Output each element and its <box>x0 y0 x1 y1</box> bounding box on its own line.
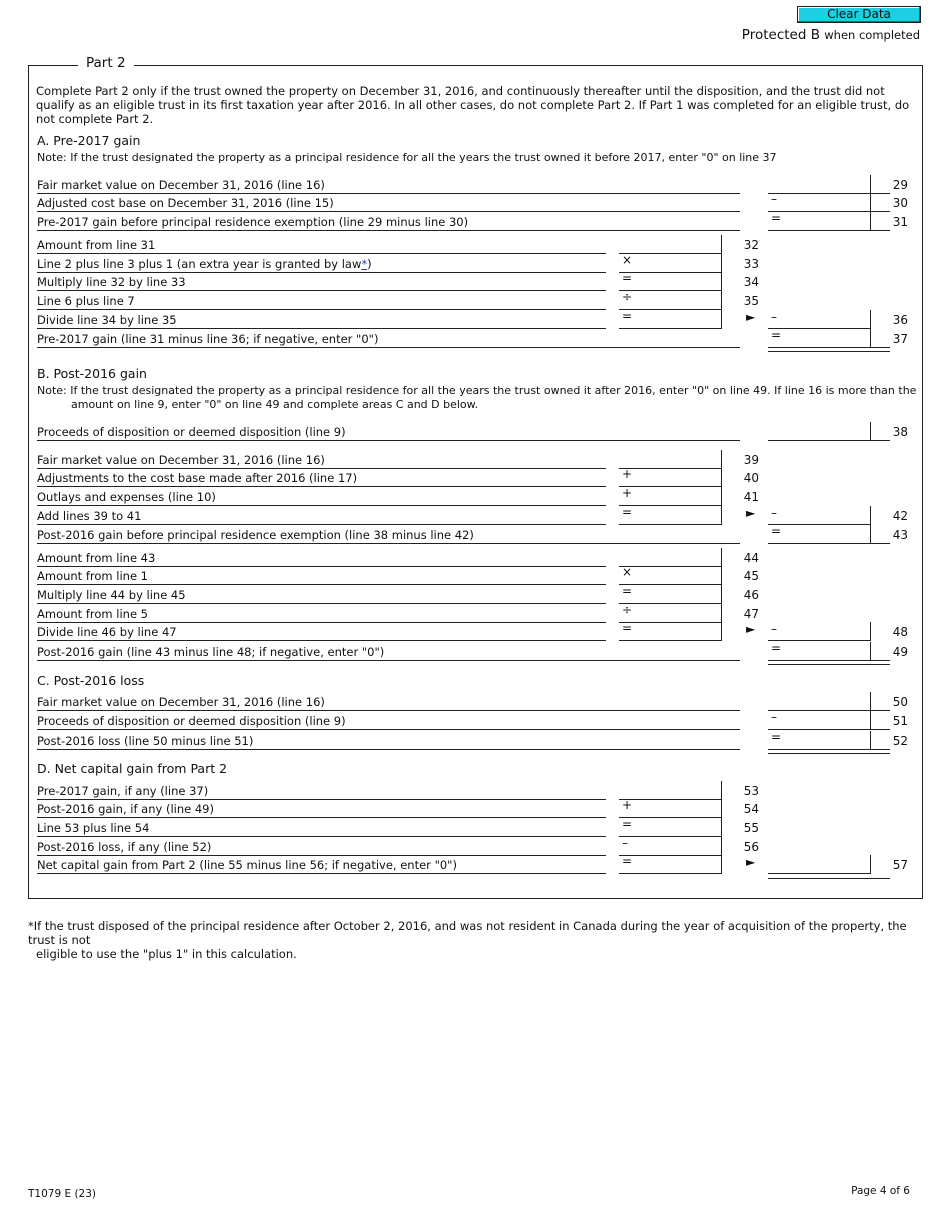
line-52-label: Post-2016 loss (line 50 minus line 51) <box>37 734 254 748</box>
line-50-result-divider <box>870 692 871 711</box>
line-48-label: Divide line 46 by line 47 <box>37 625 177 639</box>
line-46-number: 46 <box>743 588 759 602</box>
line-55-amount-input[interactable] <box>619 818 721 836</box>
line-37-result-divider <box>870 329 871 348</box>
line-42-input-underline <box>619 524 721 525</box>
line-54-amount-input[interactable] <box>619 799 721 817</box>
line-38-label-underline <box>37 440 740 441</box>
line-53-number: 53 <box>743 784 759 798</box>
line-40-operator: + <box>622 467 633 481</box>
line-37-operator: = <box>771 328 782 342</box>
line-32-number: 32 <box>743 238 759 252</box>
section-c-title: C. Post-2016 loss <box>37 673 145 688</box>
line-37-label: Pre-2017 gain (line 31 minus line 36; if negative, enter "0") <box>37 332 379 346</box>
line-47-label-underline <box>37 622 606 623</box>
line-43-result-underline <box>768 543 890 544</box>
line-40-amount-input[interactable] <box>619 468 721 486</box>
line-40-label: Adjustments to the cost base made after 2016 (line 17) <box>37 471 358 485</box>
section-b-title: B. Post-2016 gain <box>37 366 147 381</box>
footnote-line-1: If the trust disposed of the principal residence after October 2, 2016, and was not resident in Canada during the year of acquisition of the property, the trust is not <box>28 919 907 947</box>
note-line-1: If the trust designated the property as a principal residence for all the years the trust owned it after 2016, enter "0" on line 49. If line 16 is more than the <box>70 384 917 397</box>
line-53-input-divider <box>721 781 722 800</box>
line-48-amount-input[interactable] <box>619 622 721 640</box>
line-35-label: Line 6 plus line 7 <box>37 294 135 308</box>
line-50-result-input[interactable] <box>768 692 870 710</box>
section-a-title: A. Pre-2017 gain <box>37 133 141 148</box>
line-53-label: Pre-2017 gain, if any (line 37) <box>37 784 209 798</box>
line-56-amount-input[interactable] <box>619 837 721 855</box>
line-37-label-underline <box>37 347 740 348</box>
line-34-label-underline <box>37 290 606 291</box>
footnote <box>28 919 923 961</box>
line-52-label-underline <box>37 749 740 750</box>
line-45-operator: × <box>622 565 633 579</box>
line-54-label: Post-2016 gain, if any (line 49) <box>37 802 214 816</box>
line-42-label: Add lines 39 to 41 <box>37 509 142 523</box>
line-36-label: Divide line 34 by line 35 <box>37 313 177 327</box>
line-54-input-divider <box>721 799 722 818</box>
line-51-result-input[interactable] <box>768 711 870 729</box>
line-44-label: Amount from line 43 <box>37 551 156 565</box>
line-35-input-divider <box>721 291 722 310</box>
line-52-result-underline <box>768 749 890 750</box>
line-30-number: 30 <box>892 196 908 210</box>
arrow-icon: ► <box>746 310 756 324</box>
line-42-result-divider <box>870 506 871 525</box>
line-38-result-underline <box>768 440 890 441</box>
line-46-input-divider <box>721 585 722 604</box>
line-49-result-underline <box>768 660 890 661</box>
line-52-operator: = <box>771 730 782 744</box>
line-50-label: Fair market value on December 31, 2016 (line 16) <box>37 695 325 709</box>
line-44-number: 44 <box>743 551 759 565</box>
line-31-result-underline <box>768 230 890 231</box>
line-46-label: Multiply line 44 by line 45 <box>37 588 186 602</box>
line-51-number: 51 <box>892 714 908 728</box>
line-48-input-underline <box>619 640 721 641</box>
intro-text: Complete Part 2 only if the trust owned the property on December 31, 2016, and continuously thereafter until the disposition, and the trust did not qualify as an eligible trust in its first taxation year after 2016. In all other cases, do not complete Part 2. If Part 1 was completed for an eligible trust, do not complete Part 2. <box>36 84 910 126</box>
line-49-label-underline <box>37 660 740 661</box>
line-30-label: Adjusted cost base on December 31, 2016 (line 15) <box>37 196 334 210</box>
line-30-label-underline <box>37 211 740 212</box>
line-47-label: Amount from line 5 <box>37 607 148 621</box>
line-38-number: 38 <box>892 425 908 439</box>
protected-b-label <box>742 27 920 43</box>
line-36-result-operator: – <box>771 310 777 324</box>
line-49-label: Post-2016 gain (line 43 minus line 48; if negative, enter "0") <box>37 645 385 659</box>
line-30-result-divider <box>870 193 871 212</box>
line-39-amount-input[interactable] <box>619 450 721 468</box>
line-36-amount-input[interactable] <box>619 310 721 328</box>
line-47-number: 47 <box>743 607 759 621</box>
line-35-number: 35 <box>743 294 759 308</box>
line-42-result-operator: – <box>771 506 777 520</box>
footnote-line-2: eligible to use the "plus 1" in this calculation. <box>36 947 297 961</box>
form-number: T1079 E (23) <box>28 1188 96 1200</box>
line-45-label-underline <box>37 584 606 585</box>
protected-text: Protected B <box>741 27 820 43</box>
line-31-label: Pre-2017 gain before principal residence exemption (line 29 minus line 30) <box>37 215 469 229</box>
line-43-result-input[interactable] <box>768 525 870 543</box>
line-54-label-underline <box>37 817 606 818</box>
line-57-amount-input[interactable] <box>619 855 721 873</box>
line-48-operator: = <box>622 621 633 635</box>
line-45-input-divider <box>721 566 722 585</box>
line-56-input-divider <box>721 837 722 856</box>
line-48-result-operator: – <box>771 622 777 636</box>
line-29-result-input[interactable] <box>768 175 870 193</box>
line-49-operator: = <box>771 641 782 655</box>
line-47-input-divider <box>721 604 722 623</box>
line-44-amount-input[interactable] <box>619 548 721 566</box>
line-31-number: 31 <box>892 215 908 229</box>
line-40-number: 40 <box>743 471 759 485</box>
line-39-label: Fair market value on December 31, 2016 (line 16) <box>37 453 325 467</box>
line-52-number: 52 <box>892 734 908 748</box>
line-48-label-underline <box>37 640 606 641</box>
line-52-double-underline <box>768 753 890 754</box>
line-39-number: 39 <box>743 453 759 467</box>
clear-data-button[interactable]: Clear Data <box>797 6 921 23</box>
line-52-result-input[interactable] <box>768 731 870 749</box>
section-b-note <box>37 384 917 412</box>
line-51-operator: – <box>771 710 777 724</box>
line-57-input-underline <box>619 873 721 874</box>
line-53-amount-input[interactable] <box>619 781 721 799</box>
section-d-title: D. Net capital gain from Part 2 <box>37 761 228 776</box>
line-32-amount-input[interactable] <box>619 235 721 253</box>
line-32-label: Amount from line 31 <box>37 238 156 252</box>
line-47-operator: ÷ <box>622 603 633 617</box>
section-a-note: Note: If the trust designated the property as a principal residence for all the years the trust owned it before 2017, enter "0" on line 37 <box>37 151 777 164</box>
line-37-result-underline <box>768 347 890 348</box>
line-31-label-underline <box>37 230 740 231</box>
line-31-operator: = <box>771 211 782 225</box>
line-51-label: Proceeds of disposition or deemed disposition (line 9) <box>37 714 346 728</box>
line-42-operator: = <box>622 505 633 519</box>
line-45-number: 45 <box>743 569 759 583</box>
line-38-label: Proceeds of disposition or deemed disposition (line 9) <box>37 425 346 439</box>
line-54-number: 54 <box>743 802 759 816</box>
note-prefix: Note: <box>37 384 67 397</box>
line-57-result-input[interactable] <box>768 855 870 873</box>
line-49-result-divider <box>870 642 871 661</box>
line-33-operator: × <box>622 253 633 267</box>
line-42-input-divider <box>721 506 722 525</box>
line-56-label: Post-2016 loss, if any (line 52) <box>37 840 212 854</box>
line-57-double-underline <box>768 878 890 879</box>
line-57-operator: = <box>622 854 633 868</box>
line-51-result-underline <box>768 729 890 730</box>
line-38-result-divider <box>870 422 871 441</box>
line-29-label-underline <box>37 193 740 194</box>
line-29-result-divider <box>870 175 871 194</box>
close-paren: ) <box>367 257 372 271</box>
line-49-number: 49 <box>892 645 908 659</box>
protected-suffix: when completed <box>824 28 920 42</box>
line-43-result-divider <box>870 525 871 544</box>
line-46-label-underline <box>37 603 606 604</box>
line-57-number: 57 <box>892 858 908 872</box>
line-50-label-underline <box>37 710 740 711</box>
line-42-amount-input[interactable] <box>619 506 721 524</box>
line-44-label-underline <box>37 566 606 567</box>
arrow-icon: ► <box>746 855 756 869</box>
line-41-input-divider <box>721 487 722 506</box>
line-31-result-divider <box>870 212 871 231</box>
arrow-icon: ► <box>746 506 756 520</box>
line-55-input-divider <box>721 818 722 837</box>
line-36-input-divider <box>721 310 722 329</box>
line-48-result-underline <box>768 640 870 641</box>
line-34-input-divider <box>721 272 722 291</box>
line-35-label-underline <box>37 309 606 310</box>
line-35-amount-input[interactable] <box>619 291 721 309</box>
line-36-operator: = <box>622 309 633 323</box>
line-31-result-input[interactable] <box>768 212 870 230</box>
line-29-number: 29 <box>892 178 908 192</box>
line-33-number: 33 <box>743 257 759 271</box>
line-40-input-divider <box>721 468 722 487</box>
line-30-result-input[interactable] <box>768 193 870 211</box>
line-43-label-underline <box>37 543 740 544</box>
line-38-result-input[interactable] <box>768 422 870 440</box>
line-57-label: Net capital gain from Part 2 (line 55 minus line 56; if negative, enter "0") <box>37 858 457 872</box>
line-45-amount-input[interactable] <box>619 566 721 584</box>
line-32-label-underline <box>37 253 606 254</box>
line-39-label-underline <box>37 468 606 469</box>
line-41-operator: + <box>622 486 633 500</box>
line-33-amount-input[interactable] <box>619 254 721 272</box>
line-33-label: Line 2 plus line 3 plus 1 (an extra year is granted by law*) <box>37 257 372 271</box>
line-55-label: Line 53 plus line 54 <box>37 821 150 835</box>
line-46-amount-input[interactable] <box>619 585 721 603</box>
line-56-number: 56 <box>743 840 759 854</box>
line-48-result-input[interactable] <box>768 622 870 640</box>
line-36-result-divider <box>870 310 871 329</box>
line-34-label: Multiply line 32 by line 33 <box>37 275 186 289</box>
line-49-double-underline <box>768 664 890 665</box>
note-line-2: amount on line 9, enter "0" on line 49 and complete areas C and D below. <box>71 398 479 411</box>
footnote-star: * <box>28 919 34 933</box>
line-48-result-divider <box>870 622 871 641</box>
line-51-result-divider <box>870 711 871 730</box>
line-39-input-divider <box>721 450 722 469</box>
line-37-result-input[interactable] <box>768 329 870 347</box>
line-47-amount-input[interactable] <box>619 604 721 622</box>
line-33-input-divider <box>721 254 722 273</box>
line-54-operator: + <box>622 798 633 812</box>
line-41-label-underline <box>37 505 606 506</box>
line-42-label-underline <box>37 524 606 525</box>
arrow-icon: ► <box>746 622 756 636</box>
line-48-input-divider <box>721 622 722 641</box>
line-34-operator: = <box>622 271 633 285</box>
line-36-input-underline <box>619 328 721 329</box>
line-55-operator: = <box>622 817 633 831</box>
line-48-number: 48 <box>892 625 908 639</box>
line-55-label-underline <box>37 836 606 837</box>
line-33-label-underline <box>37 272 606 273</box>
line-51-label-underline <box>37 729 740 730</box>
page-number: Page 4 of 6 <box>851 1185 910 1197</box>
line-43-number: 43 <box>892 528 908 542</box>
line-56-operator: – <box>622 836 628 850</box>
line-37-number: 37 <box>892 332 908 346</box>
line-55-number: 55 <box>743 821 759 835</box>
line-57-result-divider <box>870 855 871 874</box>
line-41-label: Outlays and expenses (line 10) <box>37 490 216 504</box>
line-34-number: 34 <box>743 275 759 289</box>
line-34-amount-input[interactable] <box>619 272 721 290</box>
line-36-label-underline <box>37 328 606 329</box>
line-57-label-underline <box>37 873 606 874</box>
line-35-operator: ÷ <box>622 290 633 304</box>
footnote-link[interactable]: * <box>361 257 368 271</box>
line-41-number: 41 <box>743 490 759 504</box>
line-37-double-underline <box>768 351 890 352</box>
line-30-operator: – <box>771 192 777 206</box>
line-52-result-divider <box>870 731 871 750</box>
line-45-label: Amount from line 1 <box>37 569 148 583</box>
line-56-label-underline <box>37 855 606 856</box>
line-46-operator: = <box>622 584 633 598</box>
part-title: Part 2 <box>78 55 134 71</box>
line-42-result-input[interactable] <box>768 506 870 524</box>
line-44-input-divider <box>721 548 722 567</box>
line-40-label-underline <box>37 486 606 487</box>
line-41-amount-input[interactable] <box>619 487 721 505</box>
line-43-label: Post-2016 gain before principal residence exemption (line 38 minus line 42) <box>37 528 474 542</box>
line-42-number: 42 <box>892 509 908 523</box>
line-49-result-input[interactable] <box>768 642 870 660</box>
line-57-input-divider <box>721 855 722 874</box>
line-53-label-underline <box>37 799 606 800</box>
line-43-operator: = <box>771 524 782 538</box>
line-50-number: 50 <box>892 695 908 709</box>
line-32-input-divider <box>721 235 722 254</box>
line-36-number: 36 <box>892 313 908 327</box>
line-29-label: Fair market value on December 31, 2016 (line 16) <box>37 178 325 192</box>
line-57-result-underline <box>768 873 870 874</box>
line-36-result-input[interactable] <box>768 310 870 328</box>
